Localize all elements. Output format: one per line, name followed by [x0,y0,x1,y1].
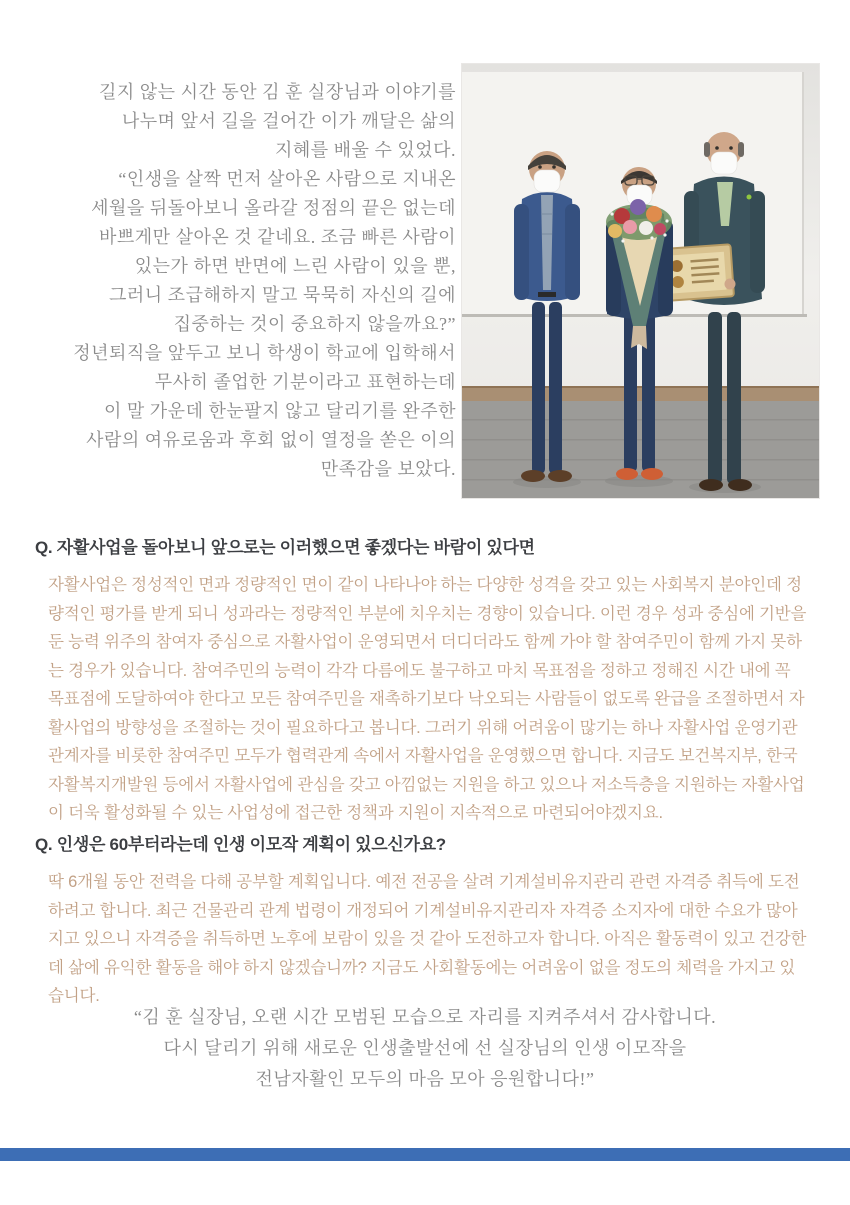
intro-quote-line: 이 말 가운데 한눈팔지 않고 달리기를 완주한 [104,401,456,421]
closing-quote-line: 전남자활인 모두의 마음 모아 응원합니다!” [255,1069,595,1089]
intro-quote [40,78,456,484]
intro-quote-line: 정년퇴직을 앞두고 보니 학생이 학교에 입학해서 [73,343,456,363]
footer-accent-bar [0,1148,850,1161]
closing-quote [0,1002,850,1095]
intro-quote-line: 그러니 조급해하지 말고 묵묵히 자신의 길에 [109,285,456,305]
award-photo [461,63,820,499]
question-1: Q. 자활사업을 돌아보니 앞으로는 이러했으면 좋겠다는 바람이 있다면 [35,538,535,557]
answer-2: 딱 6개월 동안 전력을 다해 공부할 계획입니다. 예전 전공을 살려 기계설비유지관리 관련 자격증 취득에 도전하려고 합니다. 최근 건물관리 관계 법령이 개정되어 기계설비유지관리자 자격증 소지자에 대한 수요가 많아지고 있으니 자격증을 취득하면 노후에 보람이 있을 것 같아 도전하고자 합니다. 아직은 활동력이 있고 건강한데 삶에 유익한 활동을 해야 하지 않겠습니까? 지금도 사회활동에는 어려움이 없을 정도의 체력을 가지고 있습니다. [48,873,807,1005]
qa-section-2 [35,833,822,1011]
intro-quote-line: 사람의 여유로움과 후회 없이 열정을 쏟은 이의 [86,430,456,450]
intro-quote-line: 지혜를 배울 수 있었다. [275,140,456,160]
intro-quote-line: 무사히 졸업한 기분이라고 표현하는데 [154,372,456,392]
award-photo-illustration [462,64,819,498]
intro-quote-line: 집중하는 것이 중요하지 않을까요?” [173,314,456,334]
answer-1: 자활사업은 정성적인 면과 정량적인 면이 같이 나타나야 하는 다양한 성격을 갖고 있는 사회복지 분야인데 정량적인 평가를 받게 되니 성과라는 정량적인 부분에 치우치는 경향이 있습니다. 이런 경우 성과 중심에 기반을 둔 능력 위주의 참여자 중심으로 자활사업이 운영되면서 더디더라도 함께 가야 할 참여주민이 함께 가지 못하는 경우가 있습니다. 참여주민의 능력이 각각 다름에도 불구하고 마치 목표점을 정하고 정해진 시간 내에 꼭 목표점에 도달하여야 한다고 모든 참여주민을 재촉하기보다 낙오되는 사람들이 없도록 완급을 조절하면서 자활사업의 방향성을 조절하는 것이 필요하다고 봅니다. 그러기 위해 어려움이 많기는 하나 자활사업 운영기관 관계자를 비롯한 참여주민 모두가 협력관계 속에서 자활사업을 운영했으면 합니다. 지금도 보건복지부, 한국자활복지개발원 등에서 자활사업에 관심을 갖고 아낌없는 지원을 하고 있으나 저소득층을 지원하는 자활사업이 더욱 활성화될 수 있는 사업성에 접근한 정책과 지원이 지속적으로 마련되어야겠지요. [48,576,807,822]
qa-section-1 [35,536,822,828]
closing-quote-line: “김 훈 실장님, 오랜 시간 모범된 모습으로 자리를 지켜주셔서 감사합니다. [133,1007,717,1027]
intro-quote-line: 바쁘게만 살아온 것 같네요. 조금 빠른 사람이 [99,227,456,247]
intro-quote-line: “인생을 살짝 먼저 살아온 사람으로 지내온 [118,169,456,189]
question-2: Q. 인생은 60부터라는데 인생 이모작 계획이 있으신가요? [35,835,446,854]
intro-quote-line: 나누며 앞서 길을 걸어간 이가 깨달은 삶의 [121,111,456,131]
closing-quote-line: 다시 달리기 위해 새로운 인생출발선에 선 실장님의 인생 이모작을 [163,1038,687,1058]
intro-quote-line: 만족감을 보았다. [320,459,456,479]
intro-quote-line: 세월을 뒤돌아보니 올라갈 정점의 끝은 없는데 [91,198,456,218]
intro-quote-line: 길지 않는 시간 동안 김 훈 실장님과 이야기를 [99,82,456,102]
intro-quote-line: 있는가 하면 반면에 느린 사람이 있을 뿐, [134,256,456,276]
